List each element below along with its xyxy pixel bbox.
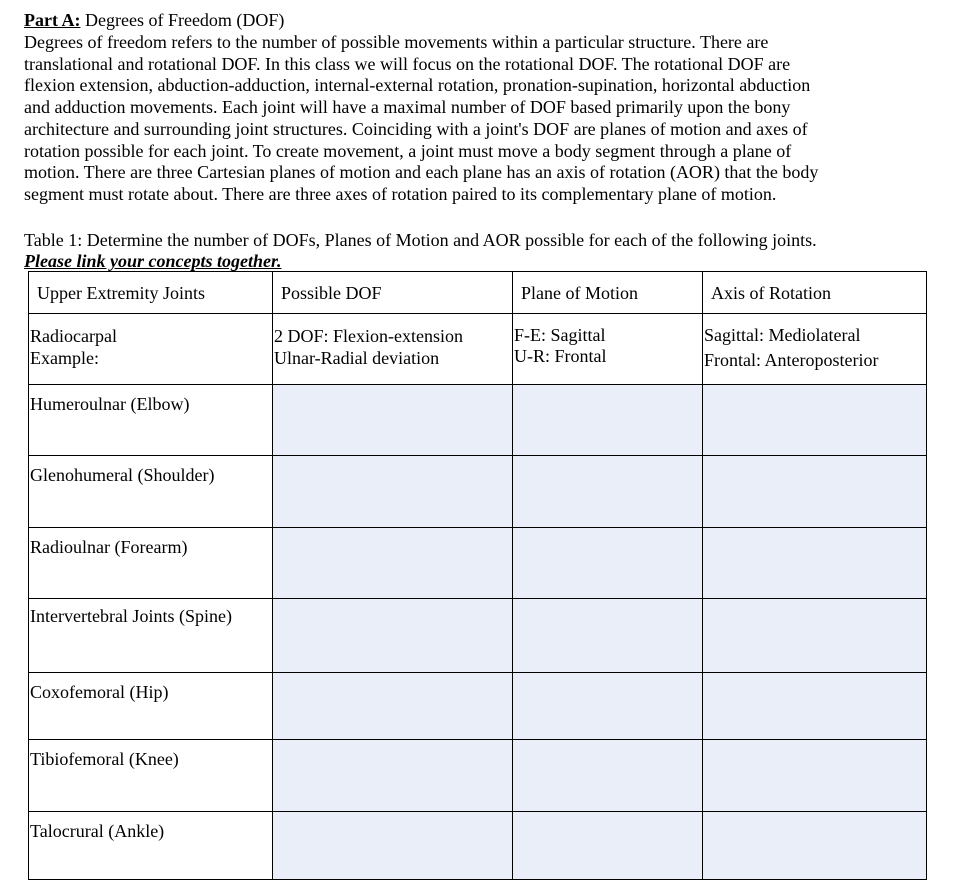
example-row [29,314,927,385]
plane-answer-cell[interactable] [513,385,703,456]
paragraph-line: translational and rotational DOF. In this class we will focus on the rotational DOF. The rotational DOF are [24,53,791,74]
header-cell [703,272,927,314]
joint-cell [29,385,273,456]
paragraph-line: segment must rotate about. There are three axes of rotation paired to its complementary plane of motion. [24,183,777,204]
joint-label: Radioulnar (Forearm) [30,537,188,557]
plane-answer-cell[interactable] [513,528,703,599]
table-row [29,456,927,528]
joint-label: Intervertebral Joints (Spine) [30,606,232,626]
plane-answer-cell[interactable] [513,673,703,740]
example-dof-cell [273,314,513,385]
axis-answer-cell[interactable] [703,456,927,528]
header-joints: Upper Extremity Joints [37,282,205,303]
paragraph-line: Degrees of freedom refers to the number of possible movements within a particular structure. There are [24,32,769,52]
table-row [29,599,927,673]
table-caption: Table 1: Determine the number of DOFs, Planes of Motion and AOR possible for each of the following joints. [24,230,817,250]
table-row [29,385,927,456]
plane-answer-cell[interactable] [513,456,703,528]
header-cell [273,272,513,314]
paragraph-line: rotation possible for each joint. To create movement, a joint must move a body segment through a plane of [24,140,792,161]
table-instruction: Please link your concepts together. [24,251,282,271]
section-heading [24,9,284,31]
dof-answer-cell[interactable] [273,812,513,880]
dof-table [28,271,927,880]
joint-cell [29,456,273,528]
plane-answer-cell[interactable] [513,599,703,673]
joint-cell [29,599,273,673]
table-row [29,740,927,812]
example-plane-line: U-R: Frontal [514,346,607,366]
axis-answer-cell[interactable] [703,740,927,812]
example-axis-cell [703,314,927,385]
dof-answer-cell[interactable] [273,673,513,740]
header-cell [29,272,273,314]
dof-answer-cell[interactable] [273,599,513,673]
joint-label: Glenohumeral (Shoulder) [30,465,215,485]
section-title: Degrees of Freedom (DOF) [80,10,285,30]
dof-answer-cell[interactable] [273,385,513,456]
axis-answer-cell[interactable] [703,812,927,880]
plane-answer-cell[interactable] [513,812,703,880]
example-dof-line: Ulnar-Radial deviation [274,348,440,368]
example-dof-line: 2 DOF: Flexion-extension [274,326,463,346]
joint-label: Talocrural (Ankle) [30,821,165,841]
paragraph-line: and adduction movements. Each joint will have a maximal number of DOF based primarily upon the bony [24,97,791,118]
plane-answer-cell[interactable] [513,740,703,812]
paragraph-line: motion. There are three Cartesian planes of motion and each plane has an axis of rotation (AOR) that the body [24,162,819,183]
joint-label: Coxofemoral (Hip) [30,682,169,702]
table-row [29,673,927,740]
example-plane-cell [513,314,703,385]
dof-answer-cell[interactable] [273,528,513,599]
table-row [29,812,927,880]
axis-answer-cell[interactable] [703,385,927,456]
example-axis-line: Sagittal: Mediolateral [704,325,861,345]
table-header-row [29,272,927,314]
dof-answer-cell[interactable] [273,740,513,812]
example-joint-cell [29,314,273,385]
axis-answer-cell[interactable] [703,599,927,673]
joint-cell [29,812,273,880]
header-cell [513,272,703,314]
joint-cell [29,528,273,599]
header-dof: Possible DOF [281,282,382,303]
joint-cell [29,740,273,812]
dof-answer-cell[interactable] [273,456,513,528]
header-axis: Axis of Rotation [711,282,831,303]
example-joint-name: Radiocarpal [30,326,117,346]
example-label: Example: [30,348,99,368]
joint-label: Humeroulnar (Elbow) [30,394,190,414]
axis-answer-cell[interactable] [703,528,927,599]
table-row [29,528,927,599]
axis-answer-cell[interactable] [703,673,927,740]
joint-cell [29,673,273,740]
intro-paragraph [24,32,930,206]
paragraph-line: flexion extension, abduction-adduction, internal-external rotation, pronation-supination, horizontal abduction [24,75,811,96]
part-label: Part A: [24,10,81,30]
joint-label: Tibiofemoral (Knee) [30,749,179,769]
example-axis-line: Frontal: Anteroposterior [704,350,879,370]
header-plane: Plane of Motion [521,282,638,303]
paragraph-line: architecture and surrounding joint structures. Coinciding with a joint's DOF are planes of motion and axes of [24,118,808,139]
example-plane-line: F-E: Sagittal [514,325,606,345]
